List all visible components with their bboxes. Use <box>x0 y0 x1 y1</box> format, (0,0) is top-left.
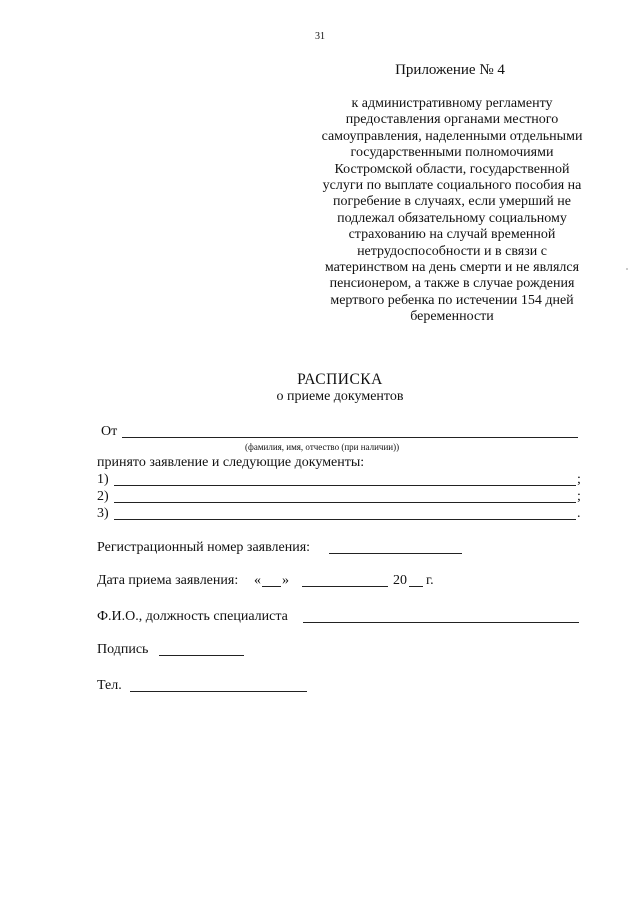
item-number: 3) <box>97 506 109 521</box>
regulation-line: услуги по выплате социального пособия на <box>322 178 582 194</box>
appendix-title: Приложение № 4 <box>395 62 505 78</box>
specialist-label: Ф.И.О., должность специалиста <box>97 609 288 624</box>
signature-field[interactable] <box>159 655 244 656</box>
receipt-subtitle: о приеме документов <box>276 389 404 404</box>
date-year-field[interactable] <box>409 586 423 587</box>
document-1-field[interactable] <box>114 485 576 486</box>
document-3-field[interactable] <box>114 519 576 520</box>
regulation-line: материнством на день смерти и не являлся <box>324 260 580 276</box>
date-close-quote: » <box>282 573 289 588</box>
registration-number-field[interactable] <box>329 553 462 554</box>
regulation-line: государственными полномочиями <box>350 145 554 161</box>
from-caption: (фамилия, имя, отчество (при наличии)) <box>245 442 400 452</box>
phone-label: Тел. <box>97 678 122 693</box>
regulation-line: к административному регламенту <box>351 96 553 111</box>
regulation-line: предоставления органами местного <box>345 112 559 128</box>
document-2-field[interactable] <box>114 502 576 503</box>
item-end-mark: ; <box>577 489 581 504</box>
regulation-line: нетрудоспособности и в связи с <box>357 243 547 259</box>
item-end-mark: . <box>577 506 581 521</box>
regulation-reference <box>283 96 621 326</box>
regulation-line: самоуправления, наделенными отдельными <box>321 128 583 144</box>
date-year-prefix: 20 <box>393 573 407 588</box>
date-day-field[interactable] <box>262 586 281 587</box>
receipt-title: РАСПИСКА <box>297 371 383 388</box>
regulation-line: беременности <box>410 309 494 325</box>
signature-label: Подпись <box>97 642 149 657</box>
regulation-line: мертвого ребенка по истечении 154 дней <box>330 292 574 308</box>
regulation-line: погребение в случаях, если умерший не <box>333 194 571 210</box>
registration-number-label: Регистрационный номер заявления: <box>97 540 311 555</box>
date-year-suffix: г. <box>426 573 434 588</box>
item-number: 1) <box>97 472 109 487</box>
regulation-line: пенсионером, а также в случае рождения <box>329 276 575 292</box>
from-name-field[interactable] <box>122 437 578 438</box>
specialist-field[interactable] <box>303 622 579 623</box>
from-label: От <box>101 424 118 439</box>
page-number: 31 <box>315 31 325 42</box>
item-number: 2) <box>97 489 109 504</box>
scan-speck <box>626 268 628 270</box>
regulation-line: подлежал обязательному социальному <box>337 210 567 226</box>
date-open-quote: « <box>254 573 261 588</box>
date-label: Дата приема заявления: <box>97 573 239 588</box>
regulation-line: страхованию на случай временной <box>348 227 556 243</box>
item-end-mark: ; <box>577 472 581 487</box>
regulation-line: Костромской области, государственной <box>334 161 570 177</box>
accepted-documents-text: принято заявление и следующие документы: <box>97 455 365 470</box>
date-month-field[interactable] <box>302 586 388 587</box>
phone-field[interactable] <box>130 691 307 692</box>
